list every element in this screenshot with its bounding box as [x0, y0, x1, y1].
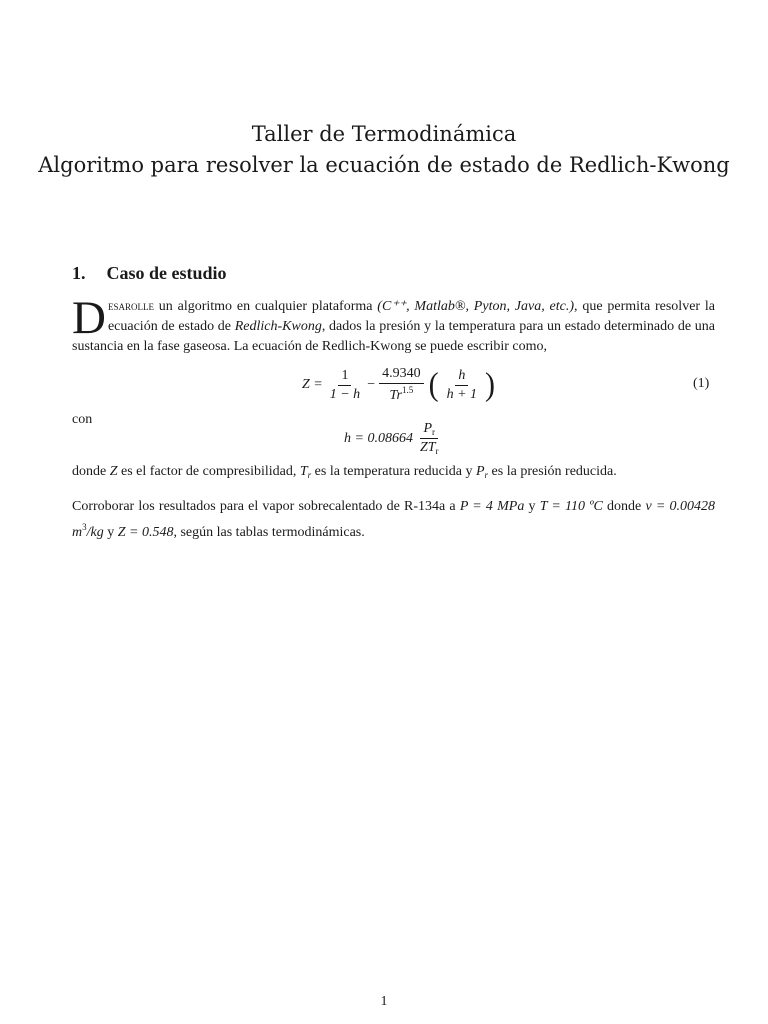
- ver-pressure: P = 4 MPa: [459, 499, 525, 514]
- eq1-fraction-3: [444, 368, 480, 403]
- section-title: Caso de estudio: [106, 263, 227, 283]
- def-text-b: es el factor de compresibilidad,: [117, 464, 300, 479]
- eq1-f1-denominator: 1 − h: [329, 386, 361, 402]
- left-paren: (: [428, 366, 439, 403]
- page-number: 1: [380, 994, 388, 1009]
- equation-h: [344, 421, 446, 456]
- eq2-zt-sub: r: [435, 446, 439, 456]
- eq1-f2-tr: Tr: [389, 388, 402, 403]
- ver-volume: v = 0.00428 m: [72, 499, 715, 540]
- intro-text-a: un algoritmo en cualquier plataforma: [153, 299, 378, 314]
- paragraph-definitions: [72, 462, 715, 485]
- ver-temperature: T = 110 ºC: [539, 499, 603, 514]
- eq1-f1-numerator: 1: [338, 368, 351, 386]
- emphasis-redlich-kwong: Redlich-Kwong: [234, 319, 322, 334]
- ver-text-d: y: [103, 525, 118, 540]
- ver-text-e: , según las tablas termodinámicas.: [173, 525, 365, 540]
- eq2-numerator: [420, 421, 438, 439]
- document-title: Taller de Termodinámica: [251, 122, 517, 146]
- eq2-lhs: h = 0.08664: [344, 430, 413, 446]
- ver-text-b: y: [524, 499, 540, 514]
- connector-text: con: [72, 412, 93, 427]
- eq1-f2-numerator: 4.9340: [379, 366, 424, 384]
- drop-cap: D: [72, 292, 106, 344]
- eq1-lhs: Z =: [302, 377, 323, 392]
- def-text-d: es la presión reducida.: [488, 464, 617, 479]
- equation-number: (1): [693, 376, 710, 391]
- ver-z: Z = 0.548: [117, 525, 174, 540]
- eq2-denominator: [417, 439, 442, 456]
- def-t-sub: r: [307, 470, 312, 480]
- def-t: T: [299, 464, 308, 479]
- paragraph-verification: [72, 497, 715, 543]
- eq1-fraction-2: [379, 366, 424, 404]
- ver-text-a: Corroborar los resultados para el vapor sobrecalentado de R-134a a: [72, 499, 460, 514]
- def-p-sub: r: [484, 470, 489, 480]
- eq1-f2-exponent: 1.5: [401, 385, 414, 395]
- eq1-fraction-1: [327, 368, 363, 403]
- ver-volume-unit: /kg: [86, 525, 104, 540]
- eq2-fraction: [417, 421, 442, 456]
- eq1-f3-denominator: h + 1: [446, 386, 478, 402]
- small-caps-word: esarolle: [107, 298, 154, 313]
- intro-text-b: , que permita resolver la ecuación de estado de: [107, 299, 716, 334]
- section-number: 1.: [72, 263, 86, 283]
- eq1-f3-numerator: h: [455, 368, 468, 386]
- eq2-p: P: [423, 421, 433, 436]
- def-text-a: donde: [72, 464, 110, 479]
- intro-text-c: , dados la presión y la temperatura para un estado determinado de una sustancia en la fase gaseosa. La ecuación de Redlich-Kwong se puede escribir como,: [72, 319, 715, 354]
- right-paren: ): [485, 366, 496, 403]
- ver-volume-exp: 3: [82, 522, 87, 532]
- paragraph-intro: [72, 292, 716, 357]
- section-heading: [72, 263, 227, 284]
- equation-redlich-kwong: [302, 366, 496, 404]
- eq2-p-sub: r: [432, 427, 436, 437]
- eq1-f2-denominator: [386, 384, 416, 404]
- eq1-minus: −: [367, 377, 376, 392]
- document-subtitle: Algoritmo para resolver la ecuación de estado de Redlich-Kwong: [38, 153, 730, 177]
- eq2-zt: ZT: [419, 440, 436, 455]
- def-text-c: es la temperatura reducida y: [311, 464, 476, 479]
- def-p: P: [475, 464, 485, 479]
- def-z: Z: [109, 464, 118, 479]
- platform-list: (C⁺⁺, Matlab®, Pyton, Java, etc.): [377, 299, 575, 314]
- ver-text-c: donde: [602, 499, 646, 514]
